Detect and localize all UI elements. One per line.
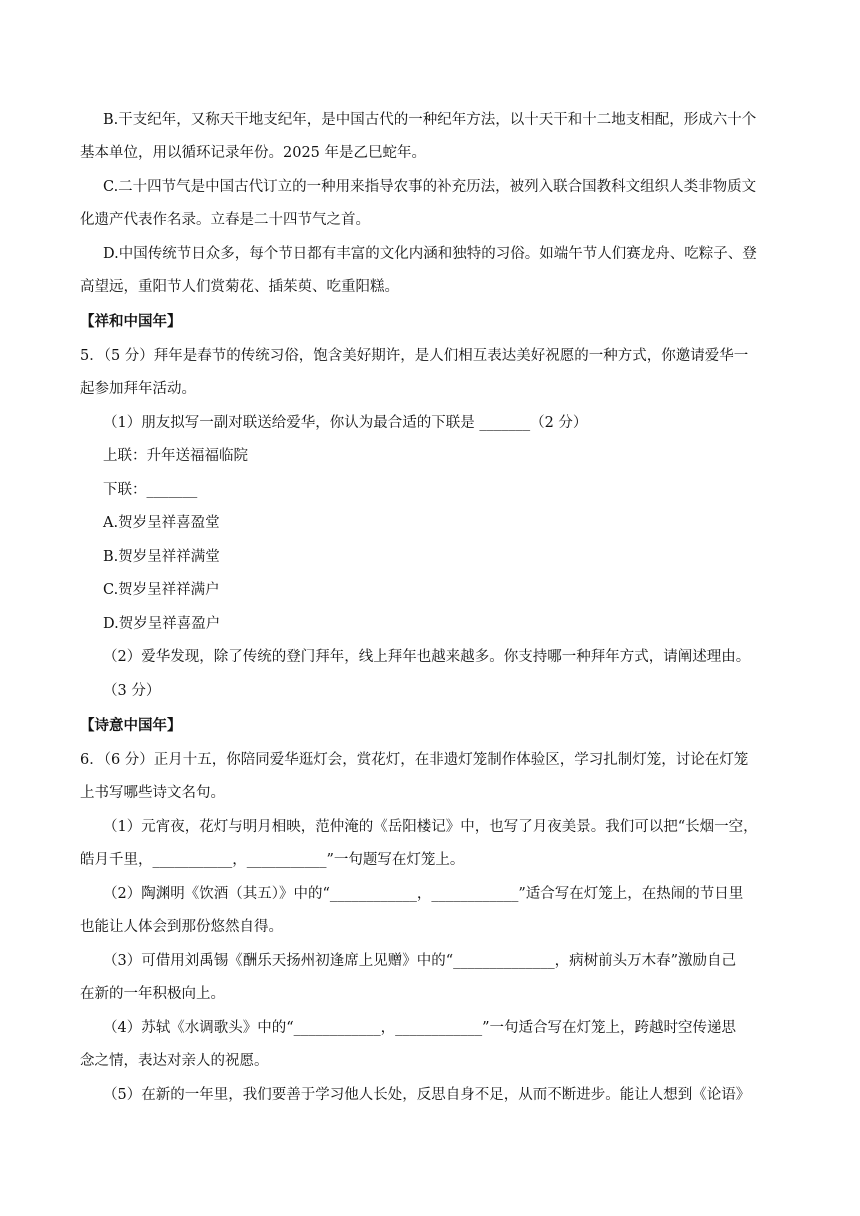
option-b-line-1: B.干支纪年，又称天干地支纪年，是中国古代的一种纪年方法，以十天干和十二地支相配，形成六十个 bbox=[103, 112, 757, 128]
question-6-part-3-line-1: （3）可借用刘禹锡《酬乐天扬州初逢席上见赠》中的“______________，病树前头万木春”激励自己 bbox=[103, 953, 737, 969]
couplet-upper: 上联：升年送福福临院 bbox=[103, 448, 248, 464]
option-d-line-2: 高望远，重阳节人们赏菊花、插茱萸、吃重阳糕。 bbox=[80, 279, 399, 295]
option-b-line-2: 基本单位，用以循环记录年份。2025 年是乙巳蛇年。 bbox=[80, 145, 427, 161]
question-5-part-1: （1）朋友拟写一副对联送给爱华，你认为最合适的下联是 _______（2 分） bbox=[103, 415, 588, 431]
option-c-line-1: C.二十四节气是中国古代订立的一种用来指导农事的补充历法，被列入联合国教科文组织人类非物质文 bbox=[103, 179, 757, 195]
option-d-line-1: D.中国传统节日众多，每个节日都有丰富的文化内涵和独特的习俗。如端午节人们赛龙舟、吃粽子、登 bbox=[103, 246, 757, 262]
choice-a: A.贺岁呈祥喜盈堂 bbox=[103, 515, 220, 531]
choice-c: C.贺岁呈祥祥满户 bbox=[103, 582, 220, 598]
question-6-part-4-line-2: 念之情，表达对亲人的祝愿。 bbox=[80, 1053, 269, 1069]
section-heading-xianghe: 【祥和中国年】 bbox=[80, 313, 182, 330]
question-6-part-2-line-2: 也能让人体会到那份悠然自得。 bbox=[80, 919, 283, 935]
question-5-part-2-score: （3 分） bbox=[103, 683, 161, 699]
question-6-part-1-line-1: （1）元宵夜，花灯与明月相映，范仲淹的《岳阳楼记》中，也写了月夜美景。我们可以把“长烟一空， bbox=[103, 819, 758, 835]
question-5-line-2: 起参加拜年活动。 bbox=[80, 381, 196, 397]
question-6-line-1: 6．（6 分）正月十五，你陪同爱华逛灯会，赏花灯，在非遗灯笼制作体验区，学习扎制灯笼，讨论在灯笼 bbox=[80, 752, 749, 768]
question-6-part-4-line-1: （4）苏轼《水调歌头》中的“____________，____________”一句适合写在灯笼上，跨越时空传递思 bbox=[103, 1020, 737, 1036]
option-c-line-2: 化遗产代表作名录。立春是二十四节气之首。 bbox=[80, 212, 370, 228]
question-5-part-2: （2）爱华发现，除了传统的登门拜年，线上拜年也越来越多。你支持哪一种拜年方式，请阐述理由。 bbox=[103, 649, 751, 665]
choice-b: B.贺岁呈祥祥满堂 bbox=[103, 549, 220, 565]
question-6-part-2-line-1: （2）陶渊明《饮酒（其五）》中的“____________，____________”适合写在灯笼上，在热闹的节日里 bbox=[103, 886, 744, 902]
question-5-line-1: 5．（5 分）拜年是春节的传统习俗，饱含美好期许，是人们相互表达美好祝愿的一种方式，你邀请爱华一 bbox=[80, 348, 749, 364]
choice-d: D.贺岁呈祥喜盈户 bbox=[103, 616, 221, 632]
question-6-part-1-line-2: 皓月千里，___________，___________”一句题写在灯笼上。 bbox=[80, 852, 465, 868]
section-heading-shiyi: 【诗意中国年】 bbox=[80, 717, 182, 734]
couplet-lower: 下联：_______ bbox=[103, 482, 198, 498]
question-6-part-5-line-1: （5）在新的一年里，我们要善于学习他人长处，反思自身不足，从而不断进步。能让人想到《论语》 bbox=[103, 1087, 751, 1103]
question-6-line-2: 上书写哪些诗文名句。 bbox=[80, 785, 225, 801]
question-6-part-3-line-2: 在新的一年积极向上。 bbox=[80, 986, 225, 1002]
